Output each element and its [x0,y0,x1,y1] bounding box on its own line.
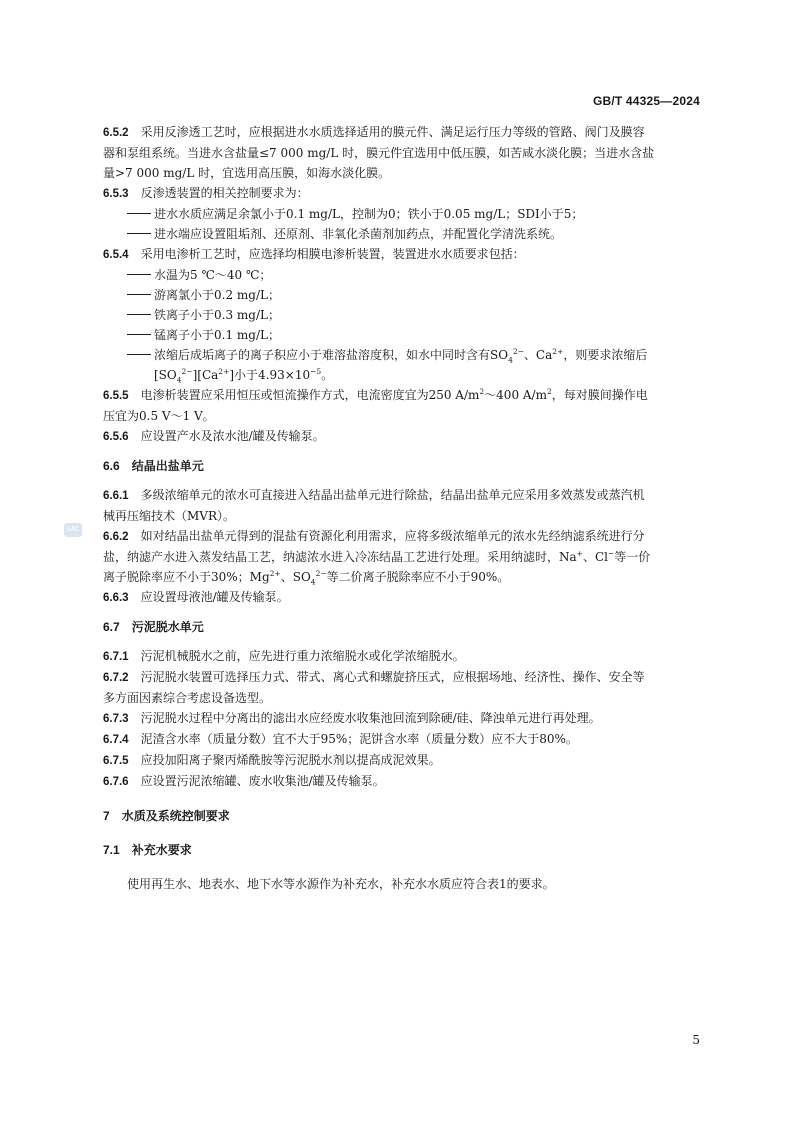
page-content [103,122,715,894]
superscript: 2+ [552,347,564,356]
list-item-text: ][Ca [192,368,219,382]
clause-number: 6.7.1 [103,651,129,663]
clause-6-7-3 [103,708,715,729]
superscript: − [608,549,615,558]
list-item-text: 铁离子小于0.3 mg/L； [154,308,280,322]
clause-text: 应投加阳离子聚丙烯酰胺等污泥脱水剂以提高成泥效果。 [140,753,441,767]
clause-number: 6.7.5 [103,755,129,767]
section-heading-6-7 [103,617,715,637]
clause-text-line: 械再压缩技术（MVR）。 [103,509,235,523]
clause-text: 应设置污泥浓缩罐、废水收集池/罐及传输泵。 [140,774,385,788]
dash-marker [127,334,151,335]
page-number: 5 [692,1033,700,1047]
clause-text: 等二价离子脱除率应不小于90%。 [326,570,510,584]
subscript: 4 [310,577,316,587]
superscript: 2+ [269,569,281,578]
dash-marker [127,294,151,295]
clause-text: 采用反渗透工艺时，应根据进水水质选择适用的膜元件、满足运行压力等级的管路、阀门及膜容 [140,125,645,139]
superscript: 2 [546,387,552,396]
watermark-logo-icon: SAC [64,523,82,537]
list-item-text: 、Ca [523,348,553,362]
clause-text-line [103,567,715,587]
clause-6-7-4 [103,729,715,750]
clause-text: ，每对膜间操作电 [551,388,648,402]
chapter-heading-7 [103,806,715,826]
clause-6-5-2 [103,122,715,143]
subscript: 4 [508,355,513,365]
section-title: 补充水要求 [131,843,192,857]
dash-marker [127,354,151,355]
clause-text: 采用电渗析工艺时，应选择均相膜电渗析装置，装置进水水质要求包括： [140,247,525,261]
clause-number: 6.5.4 [103,249,129,261]
clause-6-6-1 [103,485,715,506]
clause-6-5-6 [103,426,715,447]
clause-text: 污泥机械脱水之前，应先进行重力浓缩脱水或化学浓缩脱水。 [140,649,465,663]
clause-number: 6.7.4 [103,734,129,746]
dash-marker [127,233,151,234]
clause-text: 多级浓缩单元的浓水可直接进入结晶出盐单元进行除盐，结晶出盐单元应采用多效蒸发或蒸汽机 [140,488,645,502]
list-item-text: 锰离子小于0.1 mg/L； [154,328,280,342]
clause-text: 污泥脱水过程中分离出的滤出水应经废水收集池回流到除硬/硅、降浊单元进行再处理。 [140,711,601,725]
superscript: + [576,549,583,558]
clause-text: ～400 A/m [484,388,547,402]
clause-text: 电渗析装置应采用恒压或恒流操作方式，电流密度宜为250 A/m [140,388,480,402]
clause-text-line: 压宜为0.5 V～1 V。 [103,409,215,423]
clause-text-line: 量>7 000 mg/L 时，宜选用高压膜，如海水淡化膜。 [103,166,391,180]
list-item [103,265,715,285]
dash-marker [127,314,151,315]
clause-text-line: 多方面因素综合考虑设备选型。 [103,691,272,705]
clause-text-line [103,547,715,567]
paragraph-7-1: 使用再生水、地表水、地下水等水源作为补充水，补充水水质应符合表1的要求。 [127,877,555,891]
superscript: 2− [512,347,524,356]
standard-code: GB/T 44325—2024 [592,94,700,108]
clause-6-7-5 [103,750,715,771]
clause-6-6-2 [103,526,715,547]
section-heading-7-1 [103,840,715,860]
clause-text: 泥渣含水率（质量分数）宜不大于95%；泥饼含水率（质量分数）应不大于80%。 [140,732,578,746]
section-number: 6.7 [103,620,120,634]
clause-number: 6.6.1 [103,490,129,502]
clause-text-line: 器和泵组系统。当进水含盐量≤7 000 mg/L 时，膜元件宜选用中低压膜，如苦咸水淡化膜；当进水含盐 [103,146,655,160]
clause-number: 6.7.3 [103,713,129,725]
list-item-text: [SO [154,368,177,382]
list-item [103,224,715,244]
clause-number: 6.6.3 [103,592,129,604]
section-title: 污泥脱水单元 [131,620,204,634]
clause-text: 反渗透装置的相关控制要求为： [140,186,309,200]
list-item [103,325,715,345]
list-item [103,285,715,305]
subscript: 4 [176,375,182,385]
clause-6-6-3 [103,587,715,608]
chapter-title: 水质及系统控制要求 [121,809,230,823]
clause-text: 应设置母液池/罐及传输泵。 [140,590,289,604]
list-item-text: 游离氯小于0.2 mg/L； [154,288,280,302]
superscript: 2+ [218,367,230,376]
clause-6-7-1 [103,646,715,667]
clause-number: 6.5.2 [103,127,129,139]
list-item-text: 进水端应设置阻垢剂、还原剂、非氧化杀菌剂加药点，并配置化学清洗系统。 [154,227,563,241]
section-title: 结晶出盐单元 [131,459,204,473]
superscript: 2 [479,387,485,396]
clause-text: 、SO [280,570,311,584]
clause-6-5-3 [103,183,715,204]
clause-number: 6.5.5 [103,390,129,402]
clause-6-5-4 [103,244,715,265]
list-item-text: 浓缩后成垢离子的离子积应小于难溶盐溶度积，如水中同时含有SO [154,348,509,362]
list-item-text: ]小于4.93×10 [229,368,311,382]
list-item-text: 进水水质应满足余氯小于0.1 mg/L，控制为0；铁小于0.05 mg/L；SDI小于5； [154,207,584,221]
clause-text: 污泥脱水装置可选择压力式、带式、离心式和螺旋挤压式，应根据场地、经济性、操作、安全等 [140,670,645,684]
clause-text: 如对结晶出盐单元得到的混盐有资源化利用需求，应将多级浓缩单元的浓水先经纳滤系统进行分 [140,529,645,543]
clause-number: 6.7.6 [103,776,129,788]
clause-number: 6.5.6 [103,431,129,443]
superscript: −5 [310,367,322,376]
clause-6-5-5 [103,385,715,406]
dash-marker [127,274,151,275]
clause-text: 等一价 [614,550,651,564]
list-item-text: 。 [321,368,334,382]
section-number: 6.6 [103,459,120,473]
clause-number: 6.7.2 [103,672,129,684]
clause-6-7-6 [103,771,715,792]
superscript: 2− [315,569,327,578]
list-item-text: 水温为5 ℃～40 ℃； [154,268,272,282]
list-item-continuation [103,365,715,385]
section-number: 7.1 [103,843,120,857]
clause-6-7-2 [103,667,715,688]
clause-number: 6.6.2 [103,531,129,543]
chapter-number: 7 [103,809,110,823]
list-item [103,305,715,325]
list-item [103,204,715,224]
dash-marker [127,213,151,214]
superscript: 2− [181,367,193,376]
list-item-text: ，则要求浓缩后 [563,348,648,362]
list-item [103,345,715,365]
clause-text: 盐，纳滤产水进入蒸发结晶工艺，纳滤浓水进入冷冻结晶工艺进行处理。采用纳滤时，Na [103,550,577,564]
clause-text: 离子脱除率应不小于30%；Mg [103,570,270,584]
clause-text: 应设置产水及浓水池/罐及传输泵。 [140,429,325,443]
clause-text: 、Cl [582,550,608,564]
clause-number: 6.5.3 [103,188,129,200]
section-heading-6-6 [103,456,715,476]
